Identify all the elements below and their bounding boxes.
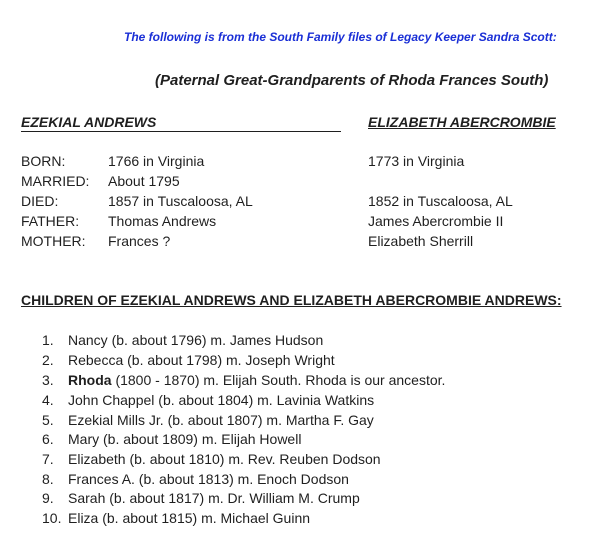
list-item (42, 412, 374, 432)
husband-fact: Frances ? (108, 233, 171, 249)
child-name-bold: Rhoda (68, 372, 112, 388)
child-text: Eliza (b. about 1815) m. Michael Guinn (68, 510, 311, 526)
list-item (42, 510, 310, 530)
child-text: John Chappel (b. about 1804) m. Lavinia Watkins (68, 392, 375, 408)
page-subtitle: (Paternal Great-Grandparents of Rhoda Frances South) (155, 72, 549, 89)
fact-label: MOTHER: (21, 233, 86, 249)
list-item (42, 332, 323, 352)
list-item (42, 471, 349, 491)
husband-fact: Thomas Andrews (108, 213, 217, 229)
children-heading: CHILDREN OF EZEKIAL ANDREWS AND ELIZABETH ABERCROMBIE ANDREWS: (21, 292, 562, 308)
list-item (42, 431, 301, 451)
wife-name-heading: ELIZABETH ABERCROMBIE (368, 114, 556, 130)
fact-label: DIED: (21, 193, 59, 209)
list-number: 1. (42, 332, 54, 348)
child-text: Nancy (b. about 1796) m. James Hudson (68, 332, 324, 348)
husband-fact: 1857 in Tuscaloosa, AL (108, 193, 253, 209)
list-item (42, 372, 445, 392)
list-number: 6. (42, 431, 54, 447)
list-number: 5. (42, 412, 54, 428)
wife-fact: 1852 in Tuscaloosa, AL (368, 193, 513, 209)
wife-fact: 1773 in Virginia (368, 153, 465, 169)
intro-text: The following is from the South Family files of Legacy Keeper Sandra Scott: (124, 30, 557, 44)
fact-label: BORN: (21, 153, 66, 169)
fact-label: MARRIED: (21, 173, 90, 189)
list-item (42, 392, 374, 412)
husband-name-heading (21, 114, 341, 132)
list-item (42, 490, 360, 510)
fact-label: FATHER: (21, 213, 80, 229)
list-number: 2. (42, 352, 54, 368)
wife-fact: James Abercrombie II (368, 213, 504, 229)
husband-fact: 1766 in Virginia (108, 153, 205, 169)
child-text: Sarah (b. about 1817) m. Dr. William M. Crump (68, 490, 360, 506)
list-number: 9. (42, 490, 54, 506)
wife-fact: Elizabeth Sherrill (368, 233, 474, 249)
child-text: (1800 - 1870) m. Elijah South. Rhoda is our ancestor. (111, 372, 446, 388)
child-text: Rebecca (b. about 1798) m. Joseph Wright (68, 352, 335, 368)
list-number: 3. (42, 372, 54, 388)
list-number: 8. (42, 471, 54, 487)
husband-name: EZEKIAL ANDREWS (21, 114, 157, 130)
child-text: Frances A. (b. about 1813) m. Enoch Dodson (68, 471, 349, 487)
list-number: 7. (42, 451, 54, 467)
child-text: Elizabeth (b. about 1810) m. Rev. Reuben Dodson (68, 451, 381, 467)
list-item (42, 451, 381, 471)
list-number: 10. (42, 510, 62, 526)
child-text: Ezekial Mills Jr. (b. about 1807) m. Martha F. Gay (68, 412, 374, 428)
list-item (42, 352, 335, 372)
husband-fact: About 1795 (108, 173, 180, 189)
list-number: 4. (42, 392, 54, 408)
child-text: Mary (b. about 1809) m. Elijah Howell (68, 431, 302, 447)
